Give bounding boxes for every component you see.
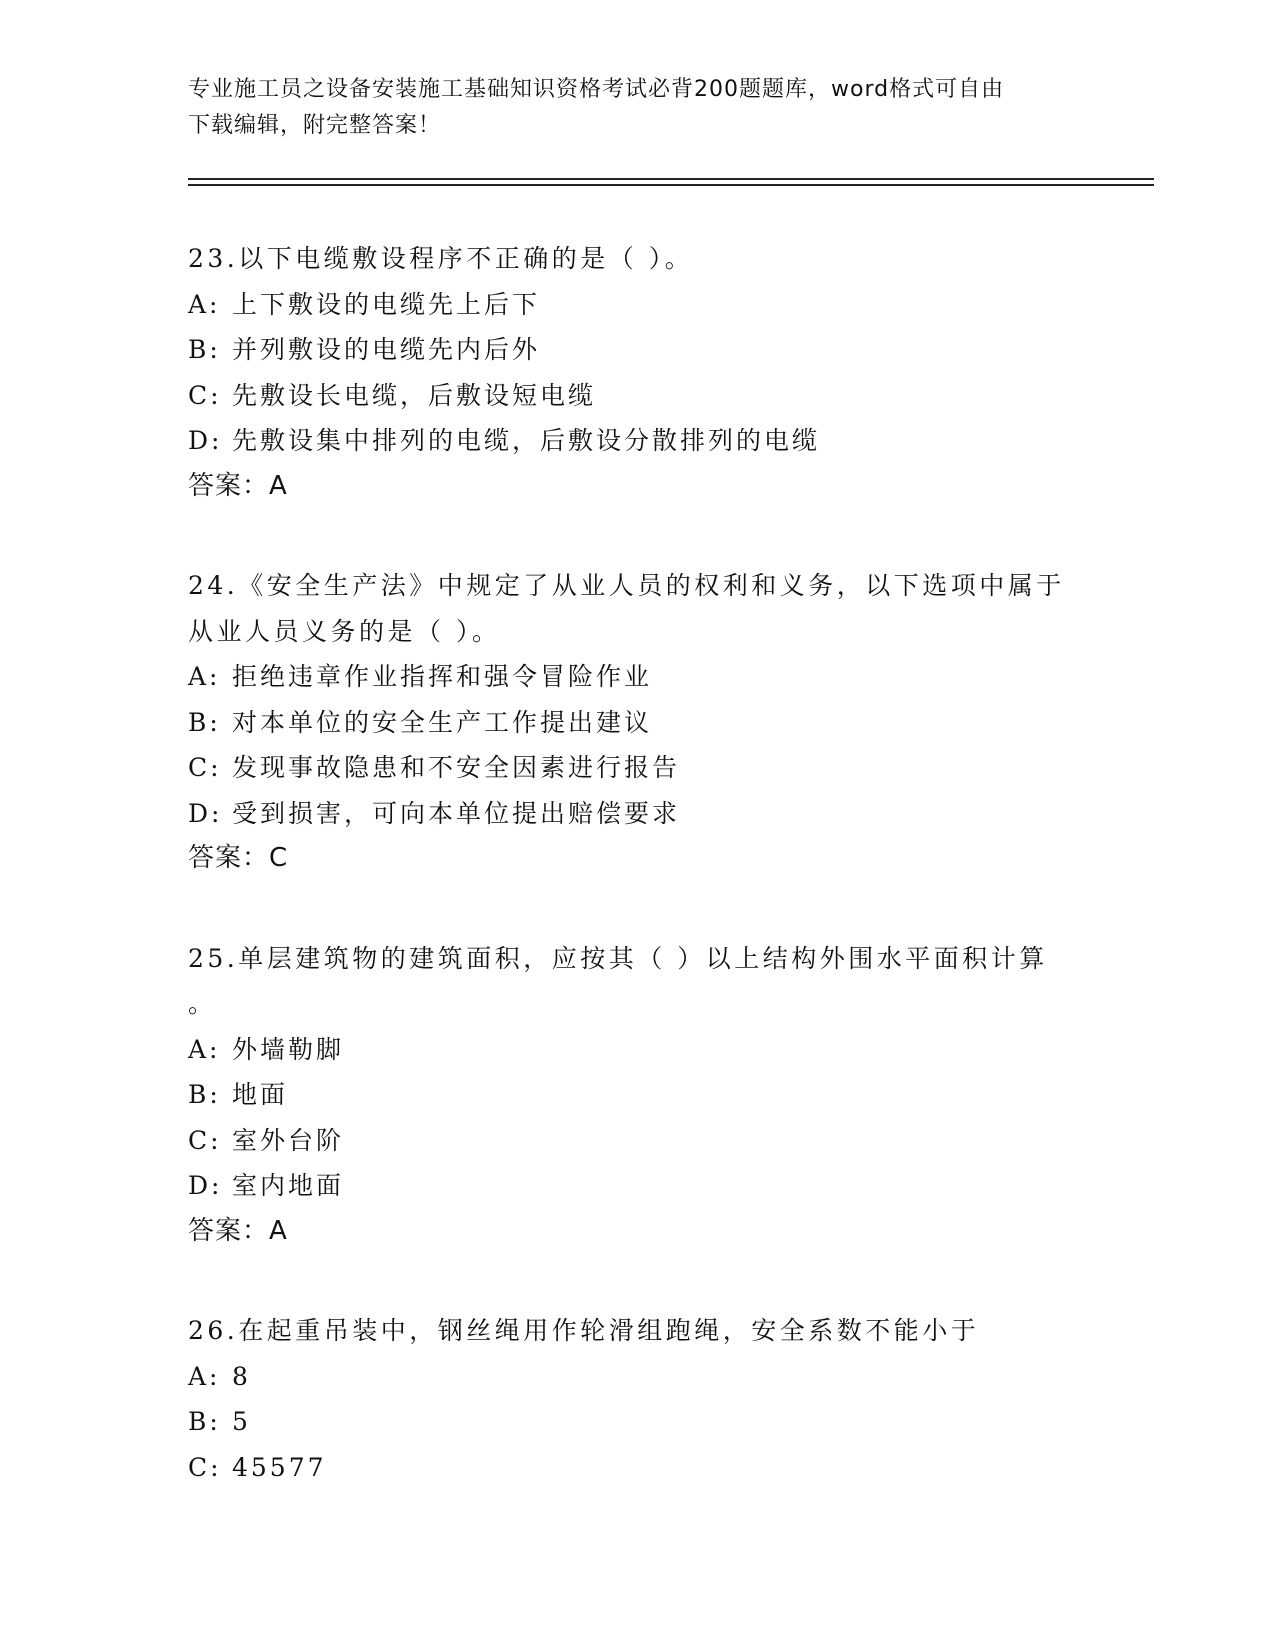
option-a — [188, 1354, 1088, 1400]
option-c — [188, 745, 1088, 791]
option-text: 8 — [232, 1361, 251, 1391]
option-text: 拒绝违章作业指挥和强令冒险作业 — [232, 662, 653, 691]
option-text: 室内地面 — [232, 1171, 345, 1200]
option-key: B: — [188, 335, 221, 364]
option-key: C: — [188, 753, 222, 782]
option-key: D: — [188, 426, 223, 455]
option-text: 对本单位的安全生产工作提出建议 — [232, 707, 653, 737]
option-key: D: — [188, 798, 223, 828]
question-26 — [188, 1308, 1088, 1490]
header-divider-top — [188, 178, 1154, 180]
question-25 — [188, 936, 1088, 1255]
question-text-continued: 。 — [188, 989, 217, 1018]
option-text: 发现事故隐患和不安全因素进行报告 — [232, 753, 681, 782]
option-text: 上下敷设的电缆先上后下 — [232, 289, 541, 319]
answer-line: 答案：A — [188, 470, 288, 501]
option-b — [188, 1399, 1088, 1445]
option-text: 并列敷设的电缆先内后外 — [232, 335, 541, 364]
answer-line: 答案：C — [188, 843, 289, 873]
option-key: C: — [188, 380, 222, 410]
option-a — [188, 654, 1088, 700]
question-text: 26.在起重吊装中，钢丝绳用作轮滑组跑绳，安全系数不能小于 — [188, 1316, 980, 1345]
question-text: 25.单层建筑物的建筑面积，应按其（ ）以上结构外围水平面积计算 — [188, 943, 1048, 973]
option-d — [188, 418, 1088, 464]
option-text: 先敷设集中排列的电缆，后敷设分散排列的电缆 — [232, 426, 821, 455]
option-b — [188, 700, 1088, 746]
option-text: 受到损害，可向本单位提出赔偿要求 — [232, 798, 681, 828]
option-key: B: — [188, 707, 221, 737]
answer-line: 答案：A — [188, 1215, 288, 1246]
option-text: 45577 — [232, 1452, 327, 1482]
option-key: B: — [188, 1080, 221, 1109]
option-key: A: — [188, 1034, 221, 1064]
option-text: 5 — [232, 1407, 251, 1436]
option-a — [188, 282, 1088, 328]
header-line-2: 下载编辑，附完整答案！ — [188, 113, 442, 138]
option-text: 室外台阶 — [232, 1125, 345, 1155]
option-key: C: — [188, 1452, 222, 1482]
option-text: 先敷设长电缆，后敷设短电缆 — [232, 380, 597, 410]
question-text: 23.以下电缆敷设程序不正确的是（ ）。 — [188, 244, 694, 273]
option-b — [188, 1072, 1088, 1118]
option-key: D: — [188, 1171, 223, 1200]
option-text: 外墙勒脚 — [232, 1034, 345, 1064]
option-key: A: — [188, 289, 221, 319]
option-a — [188, 1027, 1088, 1073]
option-key: B: — [188, 1407, 221, 1436]
option-b — [188, 327, 1088, 373]
option-key: A: — [188, 1361, 221, 1391]
option-d — [188, 791, 1088, 837]
header-line-1: 专业施工员之设备安装施工基础知识资格考试必背200题题库，word格式可自由 — [188, 77, 1005, 102]
option-key: A: — [188, 662, 221, 691]
document-header — [188, 72, 1088, 144]
option-c — [188, 373, 1088, 419]
option-text: 地面 — [232, 1080, 289, 1109]
option-c — [188, 1118, 1088, 1164]
option-key: C: — [188, 1125, 222, 1155]
question-text: 24.《安全生产法》中规定了从业人员的权利和义务，以下选项中属于 — [188, 571, 1065, 600]
question-23 — [188, 236, 1088, 509]
question-list — [188, 236, 1088, 1544]
option-c — [188, 1445, 1088, 1491]
header-divider-bottom — [188, 184, 1154, 186]
option-d — [188, 1163, 1088, 1209]
question-24 — [188, 563, 1088, 882]
question-text-continued: 从业人员义务的是（ ）。 — [188, 616, 501, 646]
